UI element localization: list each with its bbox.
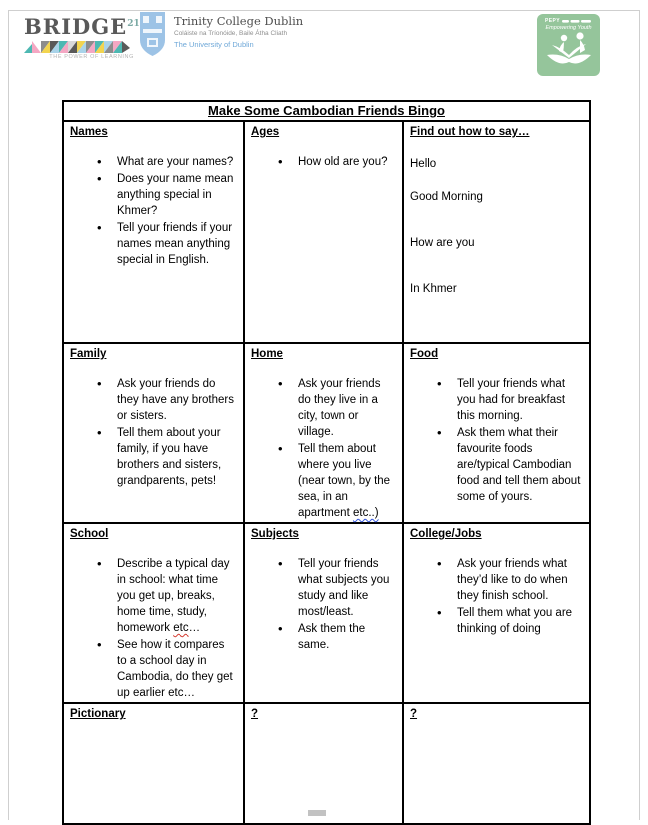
table-title-cell (63, 101, 590, 121)
cell-header-ages: Ages (251, 126, 280, 138)
trinity-name: Trinity College Dublin (174, 14, 304, 28)
trinity-irish-name: Coláiste na Tríonóide, Baile Átha Cliath (174, 30, 288, 37)
bullet-item: • Ask your friends do they live in a city, town or village. (294, 376, 396, 440)
title-row (63, 101, 590, 121)
bullet-item: • Tell your friends what you had for breakfast this morning. (453, 376, 583, 424)
khmer-script-text (562, 19, 592, 24)
cell-names (63, 121, 244, 343)
cell-question-1 (244, 703, 403, 824)
cell-question-2 (403, 703, 590, 824)
bridge21-logo (24, 13, 140, 60)
bullet-item: • Tell them about your family, if you have brothers and sisters, grandparents, pets! (113, 425, 237, 489)
cell-header-food: Food (410, 348, 439, 360)
cell-home (244, 343, 403, 523)
cell-header-find-out: Find out how to say… (410, 126, 530, 138)
bullet-item: • What are your names? (113, 154, 237, 170)
cell-header-pictionary: Pictionary (70, 708, 126, 720)
bullet-item: • Ask them the same. (294, 621, 396, 653)
cell-ages (244, 121, 403, 343)
bullet-text: Tell them about where you live (near town, by the sea, in an apartment (298, 443, 391, 519)
trinity-university-line: The University of Dublin (174, 40, 254, 49)
cell-header-names: Names (70, 126, 108, 138)
cell-find-out-how-to-say (403, 121, 590, 343)
pepy-word: PEPY (545, 18, 560, 24)
bullet-text-tail: … (188, 622, 201, 634)
spellcheck-squiggle-text: etc (173, 622, 189, 634)
cell-header-home: Home (251, 348, 283, 360)
pepy-tagline: Empowering Youth (545, 25, 592, 31)
school-bullet-list (70, 556, 237, 701)
cell-subjects (244, 523, 403, 703)
cell-school (63, 523, 244, 703)
phrase-in-khmer: In Khmer (410, 283, 457, 295)
bullet-item: • Ask your friends do they have any brothers or sisters. (113, 376, 237, 424)
cell-pictionary (63, 703, 244, 824)
grammar-squiggle-text: etc..) (352, 507, 379, 519)
bullet-item: • Tell them what you are thinking of doing (453, 605, 583, 637)
names-bullet-list (70, 154, 237, 268)
cell-header-question-2: ? (410, 708, 418, 720)
cell-food (403, 343, 590, 523)
bullet-item: • Does your name mean anything special in Khmer? (113, 171, 237, 219)
cell-header-subjects: Subjects (251, 528, 299, 540)
page-break-mark (308, 810, 326, 816)
phrase-how-are-you: How are you (410, 237, 475, 249)
page-title: Make Some Cambodian Friends Bingo (208, 103, 445, 118)
home-bullet-list (251, 376, 396, 521)
bridge21-triangles-icon (24, 39, 132, 53)
cell-header-question-1: ? (251, 708, 259, 720)
subjects-bullet-list (251, 556, 396, 653)
bullet-item: • Tell your friends what subjects you study and like most/least. (294, 556, 396, 620)
cell-family (63, 343, 244, 523)
food-bullet-list (410, 376, 583, 505)
table-row (63, 523, 590, 703)
college-jobs-bullet-list (410, 556, 583, 637)
table-row (63, 121, 590, 343)
cell-header-school: School (70, 528, 109, 540)
phrases-list (410, 157, 583, 297)
bullet-item: • Ask them what their favourite foods are/typical Cambodian food and tell them about some of yours. (453, 425, 583, 505)
bullet-item: • Ask your friends what they’d like to do when they finish school. (453, 556, 583, 604)
bridge21-word: BRIDGE (24, 14, 128, 39)
bullet-item: • Tell your friends if your names mean anything special in English. (113, 220, 237, 268)
table-row (63, 343, 590, 523)
trinity-text-block (174, 11, 303, 57)
table-row (63, 703, 590, 824)
trinity-shield-icon (139, 11, 166, 57)
pepy-book-icon (542, 31, 596, 69)
pepy-logo (537, 14, 600, 76)
cell-header-college-jobs: College/Jobs (410, 528, 482, 540)
family-bullet-list (70, 376, 237, 489)
phrase-good-morning: Good Morning (410, 191, 483, 203)
bullet-item: • How old are you? (294, 154, 396, 170)
cell-college-jobs (403, 523, 590, 703)
bridge21-superscript: 21 (127, 19, 140, 29)
bullet-item (113, 556, 237, 636)
cell-header-family: Family (70, 348, 107, 360)
bingo-table (62, 100, 591, 825)
bridge21-wordmark (24, 13, 140, 39)
trinity-college-logo (139, 11, 303, 57)
bullet-item (294, 441, 396, 521)
pepy-wordmark-line (537, 18, 600, 24)
ages-bullet-list (251, 154, 396, 170)
bullet-item: • See how it compares to a school day in Cambodia, do they get up earlier etc… (113, 637, 237, 701)
phrase-hello: Hello (410, 158, 437, 170)
bridge21-tagline: THE POWER OF LEARNING (49, 54, 134, 60)
bullet-text: Describe a typical day in school: what time you get up, breaks, home time, study, homework (117, 558, 230, 634)
